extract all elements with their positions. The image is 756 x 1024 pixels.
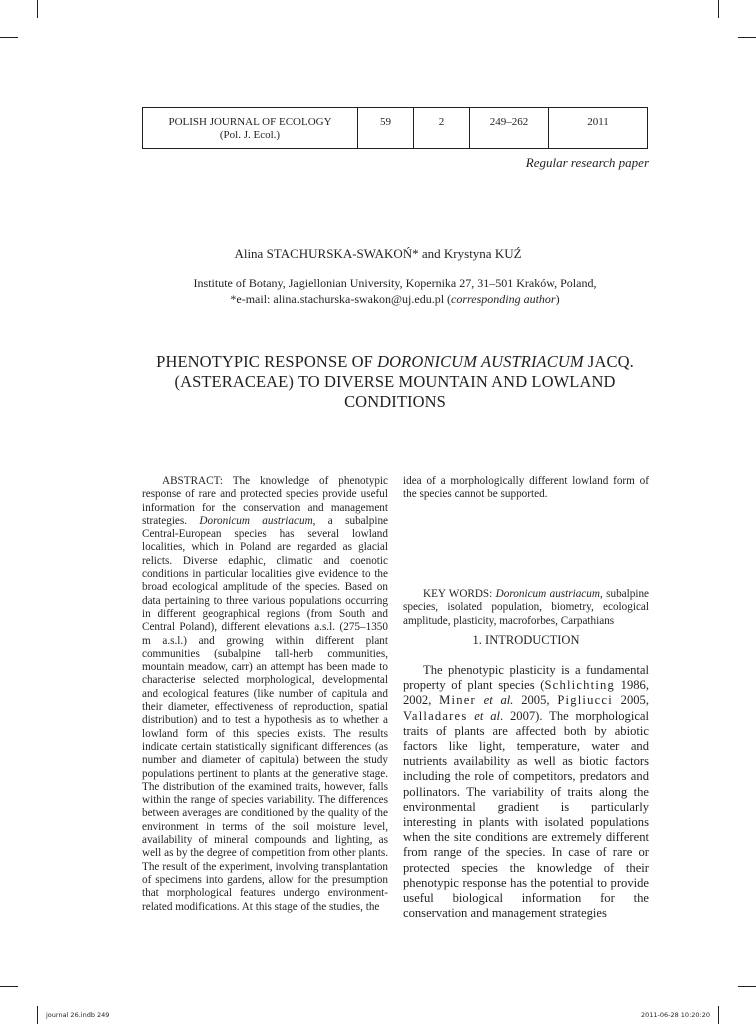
title-species: DORONICUM AUSTRIACUM (377, 352, 584, 371)
abstract-text: , a subalpine Central-European species has several lowland localities, which in Poland are regarded as glacial relicts. Diverse edaphic, climatic and coenotic conditions in particular localities give evidence to the broad ecological amplitude of the species. Based on data pertaining to three various populations occurring in different geographical regions (from South and Central Poland), different elevations a.s.l. (275–1350 m a.s.l.) and growing within different plant communities (subalpine tall-herb communities, mountain meadow, carr) an attempt has been made to characterise selected morphological, developmental and ecological features (like number of capitula and their diameter, effectiveness of reproduction, spatial distribution) and to test a hypothesis as to whether a lowland form of this species exists. The results indicate certain statistically significant differences (as number and diameter of capitula) between the study populations pertinent to plants at the generative stage. The distribution of the examined traits, however, falls within the range of species variability. The differences between averages are conditioned by the quality of the environment in terms of the soil moisture level, availability of mineral compounds and lighting, as well as by the degree of competition from other plants. The result of the experiment, involving transplantation of specimens into gardens, allow for the presumption that morphological features undergo environment-related modifications. At this stage of the studies, the (142, 514, 388, 913)
affiliation-line: Institute of Botany, Jagiellonian University, Kopernika 27, 31–501 Kraków, Poland, (193, 276, 597, 290)
right-column (403, 475, 649, 502)
keywords-species: Doronicum austriacum (495, 588, 600, 600)
crop-mark (718, 1006, 719, 1024)
left-column (142, 475, 388, 920)
crop-mark (37, 0, 38, 18)
citation-etal: et al. (475, 693, 514, 708)
intro-text: 2005, (612, 693, 650, 708)
citation-author: Pigliucci (557, 693, 613, 708)
abstract-text: The knowledge of phenotypic response of rare and protected species provide useful information for the conservation and management strategies. (142, 475, 388, 527)
citation-etal: et al (467, 708, 501, 723)
intro-text: 2005, (513, 693, 558, 708)
introduction-text (403, 663, 649, 921)
paper-type: Regular research paper (525, 155, 649, 170)
email-note: corresponding author (451, 292, 556, 306)
citation-author: Schlichting (544, 678, 616, 693)
introduction-heading: 1. INTRODUCTION (472, 633, 580, 647)
journal-name-cell (143, 108, 358, 148)
abstract-continued: idea of a morphologically different lowland form of the species cannot be supported. (403, 475, 649, 501)
keywords-text: , subalpine species, isolated population, biometry, ecological amplitude, plasticity, macroforbes, Carpathians (403, 588, 650, 627)
crop-mark (37, 1006, 38, 1024)
footer-timestamp: 2011-06-28 10:20:20 (640, 1011, 710, 1019)
title-part: JACQ. (ASTERACEAE) TO DIVERSE MOUNTAIN AND LOWLAND CONDITIONS (174, 352, 634, 411)
email-line (0, 291, 756, 307)
email-suffix: ) (555, 292, 560, 306)
abstract-label: ABSTRACT: (162, 475, 223, 487)
intro-text: . 2007). The morphological traits of plants are affected both by abiotic factors like light, temperature, water and nutrients availability as well as biotic factors including the role of competitors, predators and pollinators. The variability of traits along the environmental gradient is particularly interesting in plants with isolated populations when the site conditions are extremely different from range of the species. In case of rare or protected species the knowledge of their phenotypic response has the potential to provide useful biological information for the conservation and management strategies (403, 708, 649, 921)
crop-mark (718, 0, 719, 18)
intro-text: 1986, 2002, (403, 678, 650, 708)
footer-file: journal 26.indb 249 (46, 1011, 110, 1019)
volume: 59 (358, 108, 414, 148)
affiliation (0, 275, 756, 307)
crop-mark (0, 986, 18, 987)
citation-author: Valladares (403, 708, 468, 723)
journal-abbrev: (Pol. J. Ecol.) (219, 129, 281, 141)
paper-title (140, 352, 650, 412)
crop-mark (738, 37, 756, 38)
title-part: PHENOTYPIC RESPONSE OF (156, 352, 378, 371)
keywords-label: KEY WORDS: (423, 588, 493, 600)
keywords (403, 588, 649, 628)
email-prefix: *e-mail: alina.stachurska-swakon@uj.edu.pl ( (230, 292, 452, 306)
crop-mark (738, 986, 756, 987)
journal-header-table (142, 107, 648, 149)
crop-mark (0, 37, 18, 38)
pages: 249–262 (470, 108, 549, 148)
abstract-species: Doronicum austriacum (199, 514, 313, 527)
intro-text: The phenotypic plasticity is a fundamental property of plant species ( (403, 663, 649, 693)
journal-name: POLISH JOURNAL OF ECOLOGY (168, 116, 332, 128)
year: 2011 (587, 116, 609, 128)
abstract (142, 475, 388, 914)
authors: Alina STACHURSKA-SWAKOŃ* and Krystyna KUŹ (234, 246, 522, 261)
issue: 2 (414, 108, 470, 148)
citation-author: Miner (439, 693, 476, 708)
